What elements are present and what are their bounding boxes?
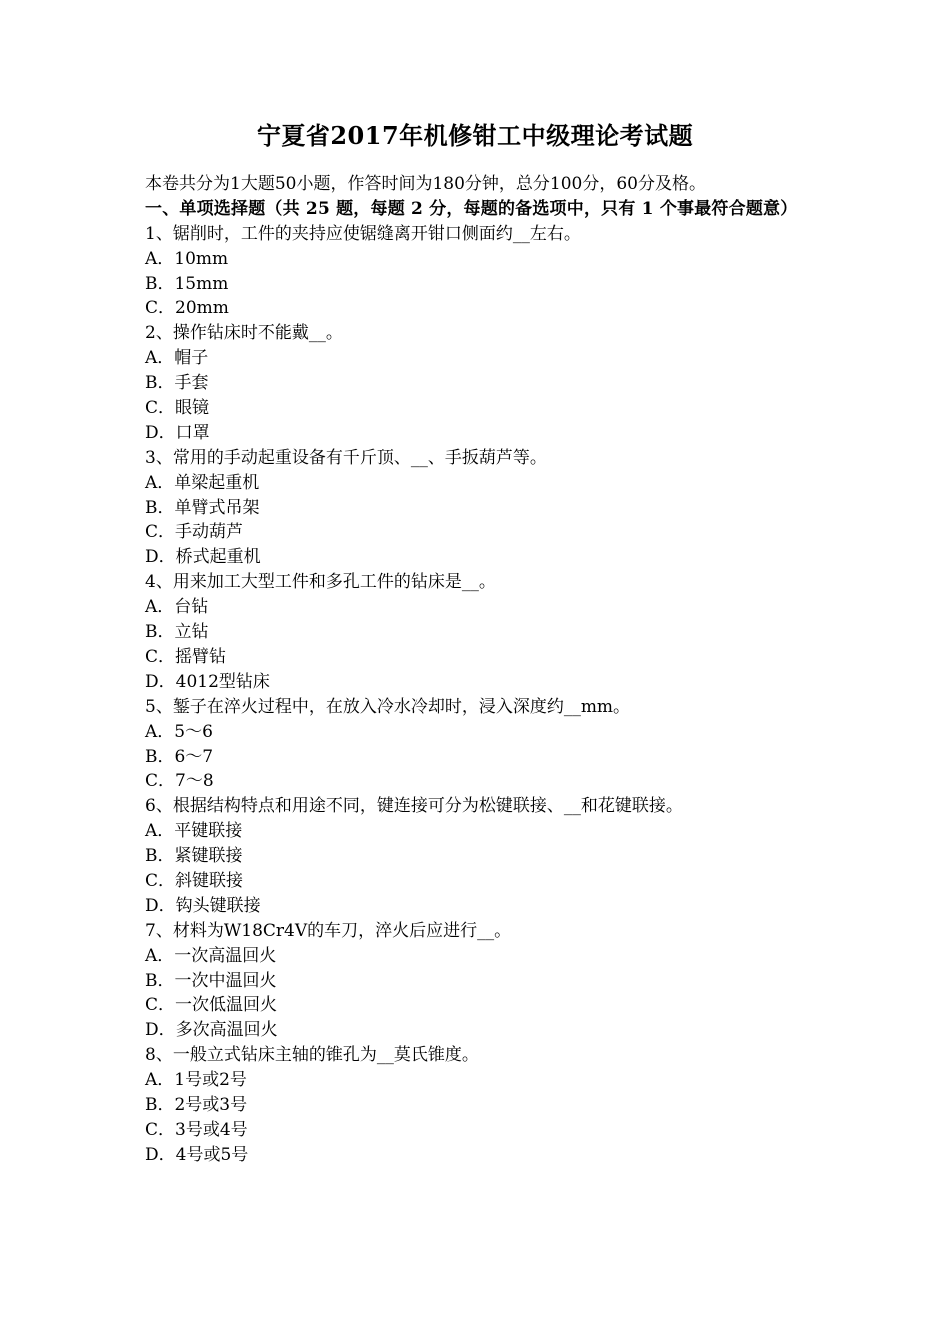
- question-list: [145, 222, 810, 1168]
- answer-option: B．紧键联接: [145, 846, 243, 867]
- document-body: [145, 172, 810, 1168]
- question-text: 1、锯削时，工件的夹持应使锯缝离开钳口侧面约__左右。: [145, 223, 581, 244]
- exam-intro: 本卷共分为1大题50小题，作答时间为180分钟，总分100分，60分及格。: [145, 174, 706, 194]
- answer-option: B．一次中温回火: [145, 970, 277, 991]
- answer-option: C．3号或4号: [145, 1119, 248, 1140]
- answer-option: D．钩头键联接: [145, 895, 261, 916]
- answer-option: D．4号或5号: [145, 1144, 249, 1165]
- answer-option: A．1号或2号: [145, 1070, 247, 1091]
- answer-option: A．平键联接: [145, 821, 243, 842]
- answer-option: C．一次低温回火: [145, 995, 278, 1016]
- answer-option: A．5～6: [145, 721, 213, 742]
- question-text: 5、錾子在淬火过程中，在放入冷水冷却时，浸入深度约__mm。: [145, 696, 631, 717]
- answer-option: C．眼镜: [145, 398, 210, 419]
- question-text: 3、常用的手动起重设备有千斤顶、__、手扳葫芦等。: [145, 447, 547, 468]
- question-text: 7、材料为W18Cr4V的车刀，淬火后应进行__。: [145, 920, 512, 941]
- question-text: 4、用来加工大型工件和多孔工件的钻床是__。: [145, 572, 496, 593]
- answer-option: C．摇臂钻: [145, 646, 227, 667]
- answer-option: C．7～8: [145, 771, 214, 792]
- question-text: 8、一般立式钻床主轴的锥孔为__莫氏锥度。: [145, 1045, 479, 1066]
- answer-option: C．斜键联接: [145, 870, 244, 891]
- answer-option: C．20mm: [145, 298, 229, 319]
- answer-option: B．15mm: [145, 273, 229, 294]
- answer-option: B．手套: [145, 373, 209, 394]
- answer-option: A．10mm: [145, 248, 229, 269]
- answer-option: B．单臂式吊架: [145, 497, 260, 518]
- answer-option: A．帽子: [145, 348, 209, 369]
- answer-option: D．桥式起重机: [145, 547, 261, 568]
- answer-option: A．单梁起重机: [145, 472, 260, 493]
- answer-option: D．口罩: [145, 422, 210, 443]
- answer-option: B．2号或3号: [145, 1094, 248, 1115]
- section-heading: 一、单项选择题（共 25 题，每题 2 分，每题的备选项中，只有 1 个事最符合题意）: [145, 198, 798, 219]
- answer-option: C．手动葫芦: [145, 522, 244, 543]
- answer-option: B．立钻: [145, 622, 209, 643]
- answer-option: A．台钻: [145, 597, 209, 618]
- answer-option: A．一次高温回火: [145, 945, 277, 966]
- answer-option: D．多次高温回火: [145, 1020, 278, 1041]
- question-text: 6、根据结构特点和用途不同，键连接可分为松键联接、__和花键联接。: [145, 796, 683, 817]
- answer-option: B．6～7: [145, 746, 214, 767]
- question-text: 2、操作钻床时不能戴__。: [145, 323, 343, 344]
- page-title: 宁夏省2017年机修钳工中级理论考试题: [256, 121, 694, 150]
- answer-option: D．4012型钻床: [145, 671, 270, 692]
